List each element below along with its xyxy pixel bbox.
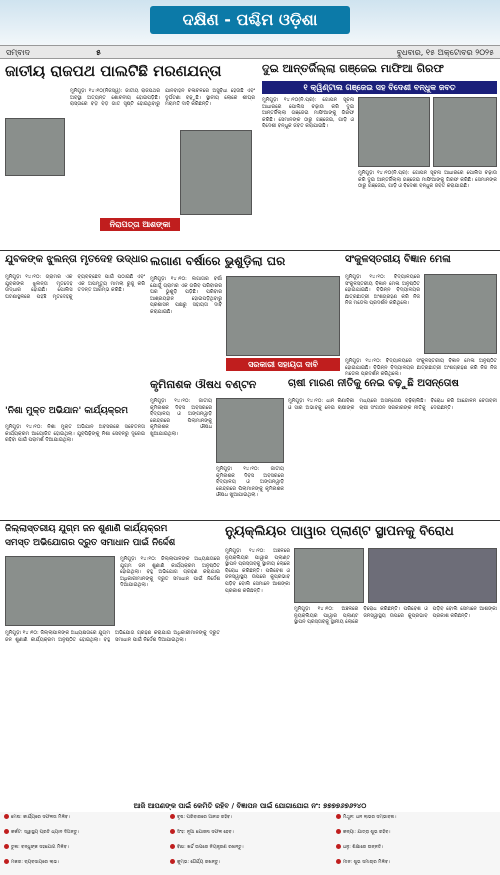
dateline: [0, 45, 500, 59]
zodiac-icon: [4, 844, 9, 849]
story-nuclear-body: ମୁନିଗୁଡ଼ା ୧୪।୧୦: ଅଞ୍ଚଳରେ ନ୍ୟୁକ୍ଲିୟର ପାୱାର ପ୍ଲାଣ୍ଟ ସ୍ଥାପନ ପ୍ରସ୍ତାବକୁ ସ୍ଥାନୀୟ ଲୋକେ ବିରୋଧ କରିଛନ୍ତି। ପରିବେଶ ଓ ଜନସ୍ୱାସ୍ଥ୍ୟ ଉପରେ କୁପ୍ରଭାବ ପଡ଼ିବ ବୋଲି ସେମାନେ ଆଶଙ୍କା ପ୍ରକାଶ କରିଛନ୍ତି।: [225, 548, 290, 594]
horoscope-item: କର୍କଟ: ସ୍ୱାସ୍ଥ୍ୟ ପ୍ରତି ଧ୍ୟାନ ଦିଅନ୍ତୁ।: [4, 829, 164, 844]
horoscope-item: କନ୍ୟା: ଯାତ୍ରା ଶୁଭ ରହିବ।: [336, 829, 496, 844]
photo-science-fair: [424, 274, 497, 354]
zodiac-icon: [336, 859, 341, 864]
story-nuclear-cont: ମୁନିଗୁଡ଼ା ୧୪।୧୦: ଅଞ୍ଚଳରେ ନ୍ୟୁକ୍ଲିୟର ପାୱାର ପ୍ଲାଣ୍ଟ ସ୍ଥାପନ ପ୍ରସ୍ତାବକୁ ସ୍ଥାନୀୟ ଲୋକେ ବିରୋଧ କରିଛନ୍ତି। ପରିବେଶ ଓ ଜନସ୍ୱାସ୍ଥ୍ୟ ଉପରେ କୁପ୍ରଭାବ ପଡ଼ିବ ବୋଲି ସେମାନେ ଆଶଙ୍କା ପ୍ରକାଶ କରିଛନ୍ତି।: [294, 606, 497, 626]
story-deworming-body: ମୁନିଗୁଡ଼ା ୧୪।୧୦: ଜାତୀୟ କୃମିନାଶକ ଦିବସ ଅବସରରେ ବିଦ୍ୟାଳୟ ଓ ଅଙ୍ଗନୱାଡ଼ି କେନ୍ଦ୍ରରେ ପିଲାମାନଙ୍କୁ କୃମିନାଶକ ଔଷଧ ଖୁଆଯାଇଥିଲା।: [150, 398, 212, 437]
public-hearing-subhead: ସମସ୍ତ ଅଭିଯୋଗର ଦ୍ରୁତ ସମାଧାନ ପାଇଁ ନିର୍ଦ୍ଦେଶ: [5, 538, 176, 548]
horoscope-item: ତୁଳା: ବନ୍ଧୁଙ୍କ ସହଯୋଗ ମିଳିବ।: [4, 844, 164, 859]
zodiac-icon: [336, 844, 341, 849]
headline-nuclear-plant: ନ୍ୟୁକ୍ଲିୟର ପାୱାର ପ୍ଲାଣ୍ଟ ସ୍ଥାପନକୁ ବିରୋଧ: [225, 524, 454, 539]
headline-highway: ଜାତୀୟ ରାଜପଥ ପାଲଟିଛି ମରଣଯନ୍ତା: [5, 62, 222, 80]
zodiac-icon: [4, 829, 9, 834]
house-banner: ସରକାରୀ ସହାୟତା ଦାବି: [226, 358, 340, 371]
story-body-recovered: ମୁନିଗୁଡ଼ା ୧୪।୧୦: ଗ୍ରାମର ଏକ ଯୁବକଙ୍କ ଝୁଲନ୍ତା ମୃତଦେହ ଉଦ୍ଧାର ହୋଇଛି। ପୋଲିସ ଘଟଣାସ୍ଥଳରେ ପହଞ୍ଚି ମୃତଦେହକୁ ବ୍ୟବଚ୍ଛେଦ ପାଇଁ ପଠାଇଛି ଏବଂ ଏକ ଅପମୃତ୍ୟୁ ମାମଲା ରୁଜୁ କରି ତଦନ୍ତ ଆରମ୍ଭ କରିଛି।: [5, 274, 145, 300]
zodiac-icon: [170, 844, 175, 849]
divider: [0, 250, 500, 251]
photo-public-hearing: [5, 556, 115, 626]
headline-house-collapse: ଲଗାଣ ବର୍ଷାରେ ଭୁଶୁଡ଼ିଲା ଘର: [150, 254, 286, 268]
photo-nuclear-protest: [294, 548, 364, 603]
story-farmer-body: ମୁନିଗୁଡ଼ା ୧୪।୧୦: ଧାନ କିଣାବିକା ଓ ସାର ଅଭାବକୁ ନେଇ ଚାଷୀଙ୍କ ମଧ୍ୟରେ ଅସନ୍ତୋଷ ବଢ଼ିଚାଲିଛି। ଚାଷୀ ସଂଗଠନ ସରକାରଙ୍କ ନୀତିକୁ ବିରୋଧ କରି ଆନ୍ଦୋଳନ ଚେତାବନୀ ଦେଇଛନ୍ତି।: [288, 398, 497, 411]
story-science-cont: ମୁନିଗୁଡ଼ା ୧୪।୧୦: ବିଦ୍ୟାଳୟରେ ସଂକୁଳସ୍ତରୀୟ ବିଜ୍ଞାନ ମେଳା ଅନୁଷ୍ଠିତ ହୋଇଯାଇଛି। ବିଭିନ୍ନ ବିଦ୍ୟାଳୟର ଛାତ୍ରଛାତ୍ରୀ ଅଂଶଗ୍ରହଣ କରି ନିଜ ନିଜ ମଡେଲ ପ୍ରଦର୍ଶନ କରିଥିଲେ।: [345, 358, 497, 378]
zodiac-icon: [170, 859, 175, 864]
zodiac-icon: [336, 814, 341, 819]
masthead-title: ଦକ୍ଷିଣ - ପଶ୍ଚିମ ଓଡ଼ିଶା: [150, 6, 350, 34]
headline-public-hearing: ଜିଲ୍ଲାସ୍ତରୀୟ ଯୁଗ୍ମ ଜନ ଶୁଣାଣି କାର୍ଯ୍ୟକ୍ରମ: [5, 524, 168, 534]
horoscope-item: ସିଂହ: ନୂଆ ଯୋଜନା ସଫଳ ହେବ।: [170, 829, 330, 844]
headline-science-fair: ସଂକୁଳସ୍ତରୀୟ ବିଜ୍ଞାନ ମେଳା: [345, 254, 451, 265]
zodiac-icon: [170, 829, 175, 834]
story-ganja-body: ମୁନିଗୁଡ଼ା ୧୪।୧୦(ନି.ପ୍ର): ଗୋପନ ସୂଚନା ଆଧାରରେ ପୋଲିସ ଚଢ଼ାଉ କରି ଦୁଇ ଆନ୍ତର୍ଜିଲ୍ଲା ଗଞ୍ଜେଇ ମାଫିଆଙ୍କୁ ଗିରଫ କରିଛି। ସେମାନଙ୍କ ଠାରୁ ଗଞ୍ଜେଇ, ଗାଡ଼ି ଓ ବିଦେଶୀ ବନ୍ଧୁକ ଜବତ କରାଯାଇଛି।: [262, 97, 354, 130]
horoscope-header: ଆଜି ଆପଣଙ୍କ ପାଇଁ କେମିତି ରହିବ / ବିଜ୍ଞାପନ ପାଇଁ ଯୋଗାଯୋଗ ନଂ: ୭୭୭୭୬୭୬୨୪୦: [0, 800, 500, 812]
story-public-hearing-body: ମୁନିଗୁଡ଼ା ୧୪।୧୦: ଜିଲ୍ଲାପାଳଙ୍କ ଅଧ୍ୟକ୍ଷତାରେ ଯୁଗ୍ମ ଜନ ଶୁଣାଣି କାର୍ଯ୍ୟକ୍ରମ ଅନୁଷ୍ଠିତ ହୋଇଥିଲା। ବହୁ ଅଭିଯୋଗ ଗ୍ରହଣ କରାଯାଇ ଅଧିକାରୀମାନଙ୍କୁ ଦ୍ରୁତ ସମାଧାନ ପାଇଁ ନିର୍ଦ୍ଦେଶ ଦିଆଯାଇଥିଲା।: [5, 630, 220, 643]
photo-house: [226, 276, 340, 356]
zodiac-icon: [170, 814, 175, 819]
story-highway-body: ମୁନିଗୁଡ଼ା ୧୪।୧୦(ନିଜସ୍ୱ): ଜାତୀୟ ରାଜପଥର ଅବସ୍ଥା ଅତ୍ୟନ୍ତ ଶୋଚନୀୟ ହୋଇପଡ଼ିଛି। ରାସ୍ତାରେ ବଡ଼ ବଡ଼ ଗାତ ସୃଷ୍ଟି ହୋଇଥିବାରୁ ଯାନବାହନ ଚଳାଚଳରେ ଅସୁବିଧା ହେଉଛି ଏବଂ ଦୁର୍ଘଟଣା ବଢ଼ୁଛି। ସ୍ଥାନୀୟ ଲୋକେ ଶୀଘ୍ର ମରାମତି ଦାବି କରିଛନ୍ତି।: [70, 88, 255, 108]
zodiac-icon: [4, 859, 9, 864]
headline-body-recovered: ଯୁବକଙ୍କ ଝୁଲନ୍ତା ମୃତଦେହ ଉଦ୍ଧାର: [5, 254, 148, 265]
photo-deworming: [216, 398, 284, 463]
page-number: ୫: [96, 48, 101, 57]
story-science-body: ମୁନିଗୁଡ଼ା ୧୪।୧୦: ବିଦ୍ୟାଳୟରେ ସଂକୁଳସ୍ତରୀୟ ବିଜ୍ଞାନ ମେଳା ଅନୁଷ୍ଠିତ ହୋଇଯାଇଛି। ବିଭିନ୍ନ ବିଦ୍ୟାଳୟର ଛାତ୍ରଛାତ୍ରୀ ଅଂଶଗ୍ରହଣ କରି ନିଜ ନିଜ ମଡେଲ ପ୍ରଦର୍ଶନ କରିଥିଲେ।: [345, 274, 420, 307]
horoscope-grid: [4, 814, 496, 874]
horoscope-item: ଧନୁ: ଶିକ୍ଷାରେ ଉନ୍ନତି।: [336, 844, 496, 859]
photo-nuclear-crowd: [368, 548, 497, 603]
dateline-date: ବୁଧବାର, ୧୫ ଅକ୍ଟୋବର ୨୦୨୫: [396, 48, 494, 57]
zodiac-icon: [336, 829, 341, 834]
story-anti-drug-body: ମୁନିଗୁଡ଼ା ୧୪।୧୦: ନିଶା ମୁକ୍ତ ଅଭିଯାନ ଅବସରରେ ସଚେତନତା କାର୍ଯ୍ୟକ୍ରମ ଆୟୋଜିତ ହୋଇଥିଲା। ଯୁବପିଢ଼ିଙ୍କୁ ନିଶା ସେବନରୁ ଦୂରେଇ ରହିବା ପାଇଁ ପରାମର୍ଶ ଦିଆଯାଇଥିଲା।: [5, 424, 145, 444]
ganja-subhead: ୧ କ୍ୱିଣ୍ଟାଲ ଗଞ୍ଜେଇ ସହ ବିଦେଶୀ ବନ୍ଧୁକ ଜବତ: [262, 81, 497, 94]
horoscope-item: କୁମ୍ଭ: ଧୈର୍ଯ୍ୟ ରଖନ୍ତୁ।: [170, 859, 330, 874]
divider: [0, 520, 500, 521]
highway-banner: ନିରାପତ୍ତା ଆଶଙ୍କା ପ୍ରକାଶ: [100, 218, 180, 231]
horoscope-item: ମୀନ: ଶୁଭ ସମାଚାର ମିଳିବ।: [336, 859, 496, 874]
headline-anti-drug: 'ନିଶା ମୁକ୍ତ ଅଭିଯାନ' କାର୍ଯ୍ୟକ୍ରମ: [5, 406, 128, 416]
dateline-left: ସମ୍ବାଦ: [6, 48, 30, 57]
headline-farmer-policy: ଚାଷୀ ମାରଣ ନୀତିକୁ ନେଇ ବଢ଼ୁଛି ଅସନ୍ତୋଷ: [288, 378, 459, 389]
photo-ganja-vehicle: [433, 97, 497, 167]
story-ganja-cont: ମୁନିଗୁଡ଼ା ୧୪।୧୦(ନି.ପ୍ର): ଗୋପନ ସୂଚନା ଆଧାରରେ ପୋଲିସ ଚଢ଼ାଉ କରି ଦୁଇ ଆନ୍ତର୍ଜିଲ୍ଲା ଗଞ୍ଜେଇ ମାଫିଆଙ୍କୁ ଗିରଫ କରିଛି। ସେମାନଙ୍କ ଠାରୁ ଗଞ୍ଜେଇ, ଗାଡ଼ି ଓ ବିଦେଶୀ ବନ୍ଧୁକ ଜବତ କରାଯାଇଛି।: [358, 170, 497, 190]
story-public-hearing-cont: ମୁନିଗୁଡ଼ା ୧୪।୧୦: ଜିଲ୍ଲାପାଳଙ୍କ ଅଧ୍ୟକ୍ଷତାରେ ଯୁଗ୍ମ ଜନ ଶୁଣାଣି କାର୍ଯ୍ୟକ୍ରମ ଅନୁଷ୍ଠିତ ହୋଇଥିଲା। ବହୁ ଅଭିଯୋଗ ଗ୍ରହଣ କରାଯାଇ ଅଧିକାରୀମାନଙ୍କୁ ଦ୍ରୁତ ସମାଧାନ ପାଇଁ ନିର୍ଦ୍ଦେଶ ଦିଆଯାଇଥିଲା।: [120, 556, 220, 589]
horoscope-item: ମକର: ବ୍ୟବସାୟରେ ଲାଭ।: [4, 859, 164, 874]
horoscope-item: ବିଛା: ଖର୍ଚ୍ଚ ଉପରେ ନିୟନ୍ତ୍ରଣ ରଖନ୍ତୁ।: [170, 844, 330, 859]
horoscope-item: ମେଷ: କାର୍ଯ୍ୟରେ ସଫଳତା ମିଳିବ।: [4, 814, 164, 829]
headline-ganja: ଦୁଇ ଆନ୍ତର୍ଜିଲ୍ଲା ଗଞ୍ଜେଇ ମାଫିଆ ଗିରଫ: [262, 62, 444, 75]
horoscope-item: ମିଥୁନ: ଧନ ଲାଭର ସମ୍ଭାବନା।: [336, 814, 496, 829]
story-deworming-cont: ମୁନିଗୁଡ଼ା ୧୪।୧୦: ଜାତୀୟ କୃମିନାଶକ ଦିବସ ଅବସରରେ ବିଦ୍ୟାଳୟ ଓ ଅଙ୍ଗନୱାଡ଼ି କେନ୍ଦ୍ରରେ ପିଲାମାନଙ୍କୁ କୃମିନାଶକ ଔଷଧ ଖୁଆଯାଇଥିଲା।: [216, 466, 284, 499]
story-house-body: ମୁନିଗୁଡ଼ା ୧୪।୧୦: ଲଗାତାର ବର୍ଷା ଯୋଗୁଁ ଗ୍ରାମର ଏକ ଗରିବ ପରିବାରର ଘର ଭୁଶୁଡ଼ି ପଡ଼ିଛି। ପରିବାର ଆଶ୍ରୟହୀନ ହୋଇପଡ଼ିଥିବାରୁ ପ୍ରଶାସନ ପକ୍ଷରୁ ସହାୟତା ଦାବି କରାଯାଇଛି।: [150, 276, 222, 315]
photo-ganja-arrest: [358, 97, 430, 167]
zodiac-icon: [4, 814, 9, 819]
headline-deworming: କୃମିନାଶକ ଔଷଧ ବଣ୍ଟନ: [150, 378, 257, 391]
photo-highway: [5, 118, 65, 176]
horoscope-item: ବୃଷ: ପରିବାରରେ ଆନନ୍ଦ ରହିବ।: [170, 814, 330, 829]
